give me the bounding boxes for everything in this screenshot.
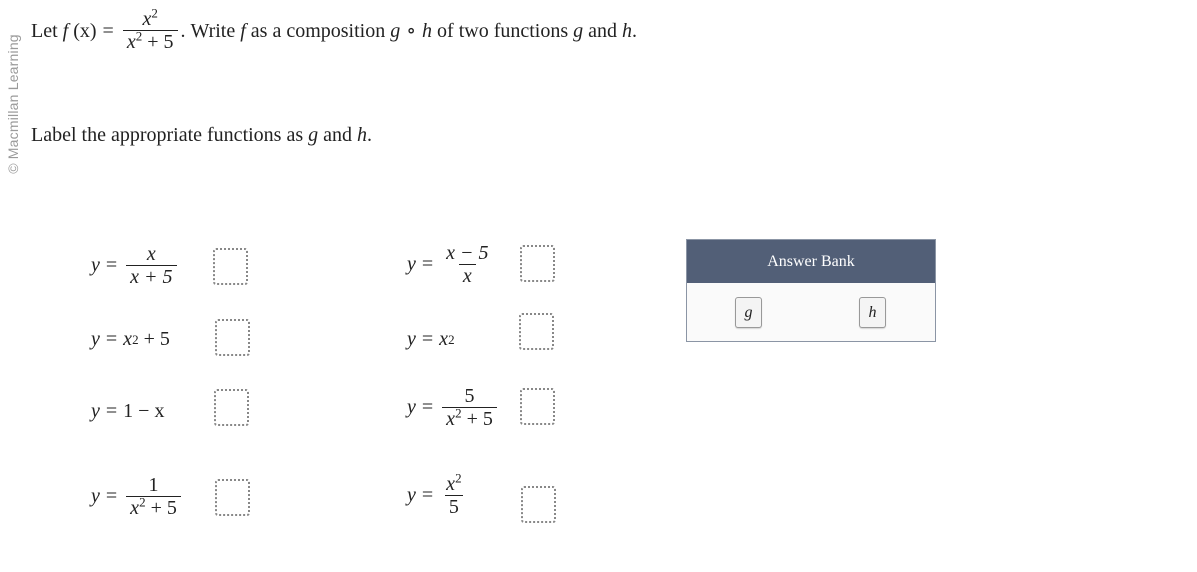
dropbox-function-1[interactable] bbox=[213, 248, 248, 285]
problem-denominator bbox=[123, 30, 178, 53]
equals: = bbox=[421, 328, 434, 350]
instruction-end: . bbox=[367, 124, 373, 146]
y-var: y bbox=[91, 485, 100, 507]
answer-bank bbox=[686, 239, 936, 342]
dropbox-function-6[interactable] bbox=[520, 388, 555, 425]
instruction-and: and bbox=[323, 124, 353, 146]
function-1-over-x-squared-plus-5 bbox=[91, 474, 184, 519]
denominator bbox=[126, 496, 181, 519]
rest: + 5 bbox=[143, 328, 170, 350]
function-1-minus-x bbox=[91, 400, 164, 423]
den-rest: + 5 bbox=[466, 408, 493, 430]
problem-den-exp: 2 bbox=[135, 28, 143, 44]
dropbox-function-3[interactable] bbox=[215, 319, 250, 356]
problem-end: . bbox=[632, 19, 638, 42]
function-x-minus-5-over-x bbox=[407, 242, 496, 287]
numerator: 5 bbox=[464, 385, 475, 407]
dropbox-function-7[interactable] bbox=[215, 479, 250, 516]
fraction bbox=[126, 474, 181, 519]
y-var: y bbox=[407, 328, 416, 350]
answer-bank-header: Answer Bank bbox=[687, 240, 935, 283]
problem-let: Let bbox=[31, 19, 58, 42]
problem-statement bbox=[31, 5, 638, 53]
problem-of-two: of two functions bbox=[437, 19, 569, 42]
problem-den-rest: + 5 bbox=[147, 31, 174, 53]
function-x-over-x-plus-5 bbox=[91, 243, 180, 288]
compose-operator: ∘ bbox=[406, 19, 417, 42]
denominator bbox=[442, 407, 497, 430]
instruction bbox=[31, 124, 372, 147]
y-var: y bbox=[91, 328, 100, 350]
problem-f2: f bbox=[240, 19, 246, 42]
den-exponent: 2 bbox=[139, 494, 146, 510]
base: x bbox=[439, 328, 449, 350]
expression: 1 − x bbox=[123, 400, 165, 422]
numerator: x bbox=[146, 243, 156, 265]
denominator: x bbox=[459, 264, 476, 287]
num-exponent: 2 bbox=[455, 470, 462, 486]
problem-g: g bbox=[390, 19, 401, 42]
problem-h: h bbox=[422, 19, 433, 42]
problem-f: f bbox=[62, 19, 69, 42]
problem-period: . bbox=[180, 19, 186, 42]
watermark-text: © Macmillan Learning bbox=[5, 34, 22, 174]
numerator: 1 bbox=[148, 474, 159, 496]
dropbox-function-4[interactable] bbox=[519, 313, 554, 350]
numerator: x − 5 bbox=[446, 242, 489, 264]
problem-den-x: x bbox=[126, 31, 136, 53]
answer-chip-h[interactable]: h bbox=[859, 297, 886, 328]
copyright-watermark bbox=[2, 10, 24, 198]
fraction bbox=[442, 470, 465, 518]
problem-as-a: as a composition bbox=[250, 19, 386, 42]
num-base: x bbox=[446, 473, 456, 495]
fraction bbox=[442, 385, 497, 430]
problem-write: Write bbox=[190, 19, 236, 42]
problem-and: and bbox=[588, 19, 618, 42]
equals: = bbox=[421, 484, 434, 506]
fraction bbox=[442, 242, 492, 287]
den-base: x bbox=[130, 497, 140, 519]
instruction-text: Label the appropriate functions as bbox=[31, 124, 304, 146]
function-x-squared: y = x 2 bbox=[407, 328, 455, 350]
y-var: y bbox=[407, 484, 416, 506]
dropbox-function-8[interactable] bbox=[521, 486, 556, 523]
den-exponent: 2 bbox=[455, 405, 462, 421]
den-base: x bbox=[446, 408, 456, 430]
y-var: y bbox=[407, 396, 416, 418]
problem-num-exp: 2 bbox=[151, 5, 158, 21]
answer-chip-g[interactable]: g bbox=[735, 297, 762, 328]
y-var: y bbox=[91, 254, 100, 276]
equals: = bbox=[105, 485, 118, 507]
equals: = bbox=[105, 254, 118, 276]
problem-h2: h bbox=[622, 19, 633, 42]
denominator: 5 bbox=[445, 495, 463, 518]
fraction bbox=[126, 243, 176, 288]
equals: = bbox=[105, 400, 118, 422]
problem-equals: = bbox=[102, 19, 114, 42]
equals: = bbox=[421, 253, 434, 275]
problem-num-x: x bbox=[142, 8, 152, 30]
function-5-over-x-squared-plus-5 bbox=[407, 385, 500, 430]
problem-fx: (x) bbox=[73, 19, 97, 42]
equals: = bbox=[421, 396, 434, 418]
problem-numerator bbox=[138, 5, 161, 30]
dropbox-function-2[interactable] bbox=[520, 245, 555, 282]
dropbox-function-5[interactable] bbox=[214, 389, 249, 426]
problem-fraction bbox=[123, 5, 178, 53]
base: x bbox=[123, 328, 133, 350]
problem-g2: g bbox=[573, 19, 584, 42]
y-var: y bbox=[407, 253, 416, 275]
function-x-squared-over-5 bbox=[407, 470, 469, 518]
numerator bbox=[442, 470, 465, 495]
function-x-squared-plus-5: y = x 2 + 5 bbox=[91, 328, 170, 350]
denominator: x + 5 bbox=[126, 265, 176, 288]
y-var: y bbox=[91, 400, 100, 422]
equals: = bbox=[105, 328, 118, 350]
instruction-g: g bbox=[308, 124, 319, 146]
instruction-h: h bbox=[357, 124, 368, 146]
den-rest: + 5 bbox=[150, 497, 177, 519]
